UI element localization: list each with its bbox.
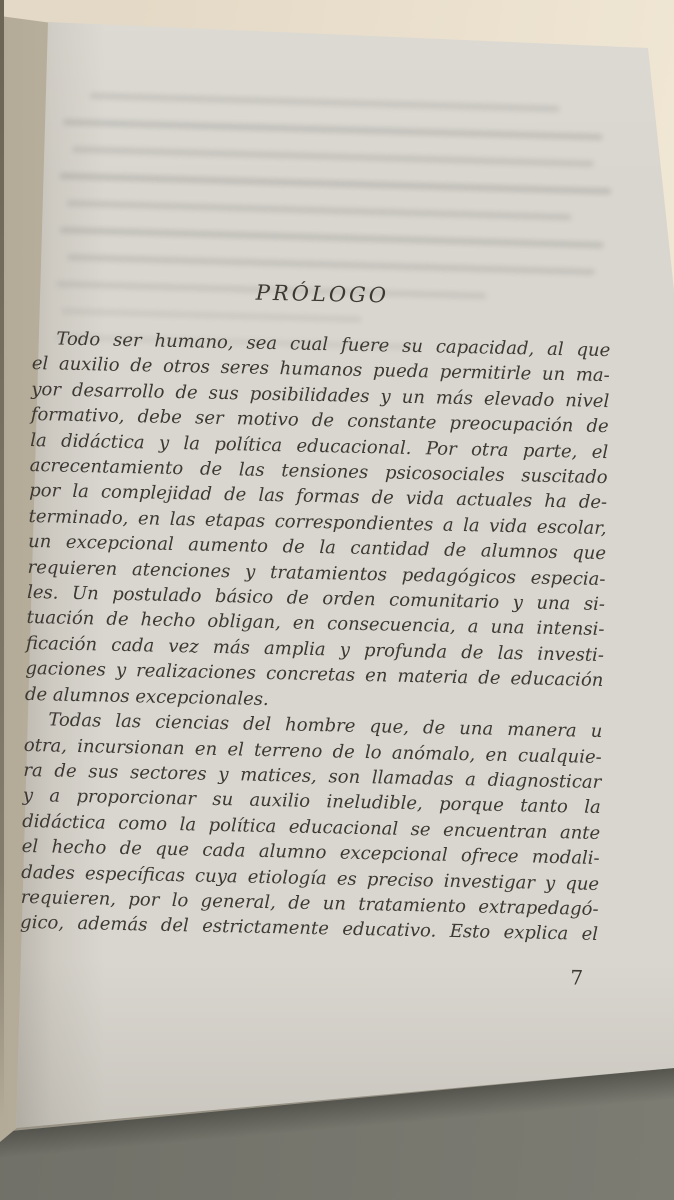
text-line: terminado, en las etapas correspondientes a la vida escolar,: [28, 505, 607, 539]
paragraph: [20, 707, 603, 948]
text-line: ra de sus sectores y matices, son llamadas a diagnosticar: [23, 759, 602, 793]
text-line: acrecentamiento de las tensiones psicosociales suscitado: [29, 454, 608, 489]
text-line: didáctica como la política educacional se encuentran ante: [22, 810, 601, 844]
paragraph: [25, 326, 611, 719]
text-line: la didáctica y la política educacional. Por otra parte, el: [30, 429, 609, 463]
printed-text: [19, 262, 612, 990]
text-line: un excepcional aumento de la cantidad de alumnos que: [27, 531, 607, 565]
text-line: formativo, debe ser motivo de constante preocupación de: [30, 404, 609, 438]
text-line: gico, además del estrictamente educativo. Esto explica el: [19, 912, 599, 946]
text-line: gaciones y realizaciones concretas en materia de educación: [25, 658, 604, 692]
text-line: dades específicas cuya etiología es preciso investigar y que: [21, 861, 600, 895]
text-line: otra, incursionan en el terreno de lo anómalo, en cualquie-: [23, 734, 602, 768]
text-line: Todo ser humano, sea cual fuere su capacidad, al que: [56, 328, 611, 362]
text-line: por la complejidad de las formas de vida actuales ha de-: [28, 480, 608, 514]
text-line: tuación de hecho obligan, en consecuencia, a una intensi-: [26, 607, 605, 641]
page-title: PRÓLOGO: [255, 280, 390, 308]
text-line: de alumnos excepcionales.: [24, 683, 269, 710]
text-line: el auxilio de otros seres humanos pueda permitirle un ma-: [31, 353, 610, 387]
text-line: Todas las ciencias del hombre que, de una manera u: [48, 709, 603, 743]
text-line: ficación cada vez más amplia y profunda de las investi-: [25, 632, 605, 666]
text-line: requieren atenciones y tratamientos pedagógicos especia-: [27, 556, 606, 590]
text-line: yor desarrollo de sus posibilidades y un más elevado nivel: [31, 378, 610, 412]
text-line: les. Un postulado básico de orden comunitario y una si-: [26, 581, 606, 616]
book-spine-edge: [0, 0, 4, 1120]
text-line: y a proporcionar su auxilio ineludible, porque tanto la: [22, 785, 601, 819]
text-line: el hecho de que cada alumno excepcional ofrece modali-: [21, 835, 600, 870]
text-line: requieren, por lo general, de un tratamiento extrapedagó-: [20, 886, 599, 920]
page-number: 7: [570, 965, 584, 990]
